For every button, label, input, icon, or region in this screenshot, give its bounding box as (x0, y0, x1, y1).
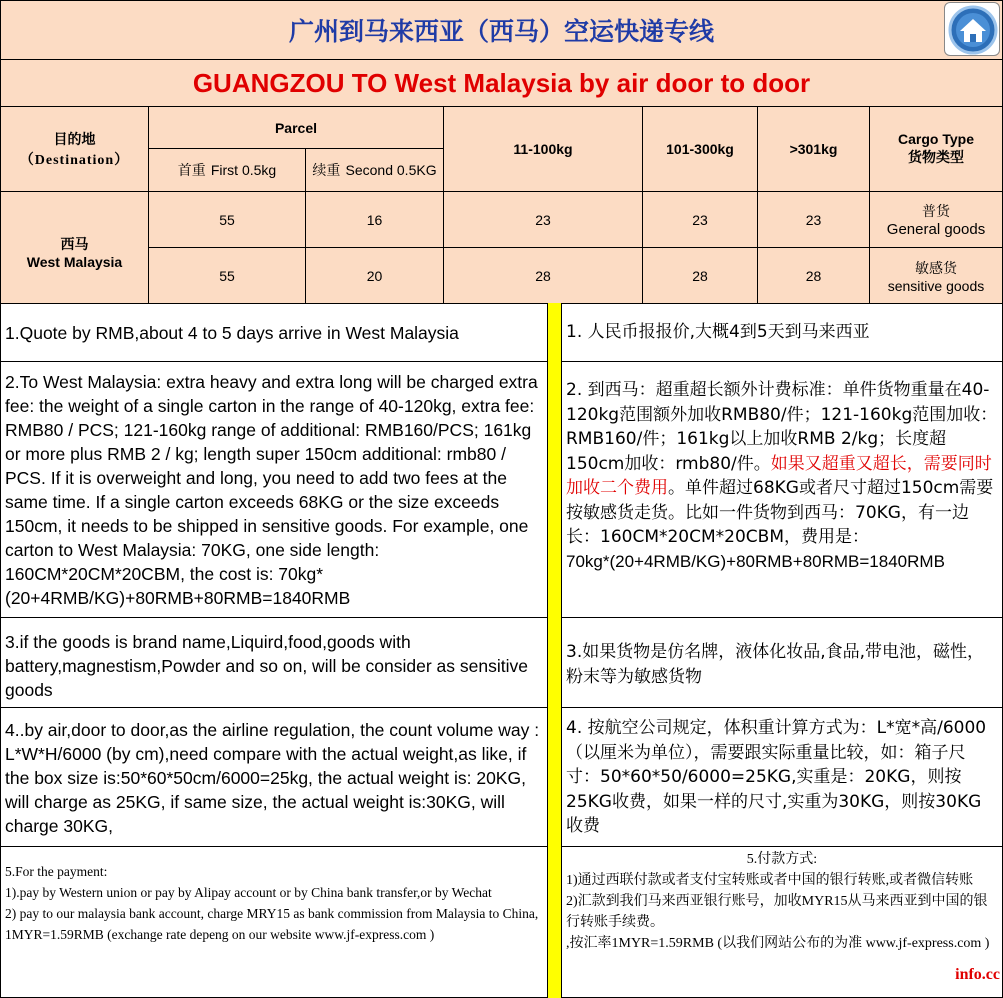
range1-header (443, 106, 643, 192)
destination-en: West Malaysia (26, 253, 123, 270)
note3-cn (561, 617, 1003, 708)
note4-en-text: 4..by air,door to door,as the airline regulation, the count volume way : L*W*H/6000 (by cm),need compare with the actual weight,as like, if the box size is:50*60*50cm/6000=25kg, the actual weight is: 20KG, will charge as 25KG, if same size, the actual weight is:30KG, will charge 30KG, (5, 720, 540, 836)
column-divider (547, 303, 562, 998)
note5-cn (561, 846, 1003, 998)
range2-header (642, 106, 758, 192)
second-weight-header (305, 148, 444, 192)
price-row1-first (148, 191, 306, 248)
note5-en-title: 5.For the payment: (5, 864, 108, 879)
note2-cn (561, 361, 1003, 618)
note1-en-text: 1.Quote by RMB,about 4 to 5 days arrive in West Malaysia (5, 322, 459, 343)
destination-header-en: （Destination） (19, 153, 130, 168)
page-title-en: GUANGZOU TO West Malaysia by air door to door (192, 67, 811, 98)
page-title-cn: 广州到马来西亚（西马）空运快递专线 (288, 17, 714, 46)
price-value: 55 (219, 267, 235, 284)
range3-label: >301kg (789, 141, 838, 157)
watermark (940, 966, 1000, 990)
destination-header (0, 106, 149, 192)
note5-cn-item3: ,按汇率1MYR=1.59RMB (以我们网站公布的为准 www.jf-express.com ) (566, 936, 990, 951)
note2-cn-text-b: 。单件超过68KG或者尺寸超过150cm需要按敏感货走货。比如一件货物到西马：70KG，有一边长：160CM*20CM*20CBM，费用是： (566, 478, 994, 547)
price-value: 55 (219, 211, 235, 228)
note2-cn-text: 2. 到西马：超重超长额外计费标准：单件货物重量在40-120kg范围额外加收RMB80/件；121-160kg范围加收：RMB160/件；161kg以上加收RMB 2/kg；长度超150cm加收：rmb80/件。 (566, 380, 998, 474)
price-value: 16 (366, 211, 383, 228)
title-en-bar (0, 59, 1003, 107)
destination-header-cn: 目的地 (53, 132, 96, 148)
price-row2-r2 (642, 247, 758, 304)
cargo-type-header (869, 106, 1003, 192)
cargo-type-en: Cargo Type (898, 131, 974, 147)
note5-en-item1: 1).pay by Western union or pay by Alipay account or by China bank transfer,or by Wechat (5, 885, 492, 900)
note2-cn-formula: 70kg*(20+4RMB/KG)+80RMB+80RMB=1840RMB (566, 551, 945, 571)
watermark-text: info.cc (955, 966, 1000, 983)
note1-cn (561, 303, 1003, 362)
note3-en-text: 3.if the goods is brand name,Liquird,food,goods with battery,magnestism,Powder and so on, will be consider as sensitive goods (5, 632, 528, 700)
title-cn-bar (0, 0, 1003, 60)
note4-cn (561, 707, 1003, 847)
note5-cn-item1: 1)通过西联付款或者支付宝转账或者中国的银行转账,或者微信转账 (566, 873, 974, 888)
price-row2-r1 (443, 247, 643, 304)
second-weight-cn: 续重 (312, 163, 341, 179)
note4-cn-text: 4. 按航空公司规定，体积重计算方式为：L*宽*高/6000（以厘米为单位），需要跟实际重量比较，如：箱子尺寸：50*60*50/6000=25KG,实重是：20KG，则按25KG收费，如果一样的尺寸,实重为30KG，则按30KG收费 (566, 718, 987, 836)
second-weight-en: Second 0.5KG (345, 162, 437, 178)
price-value: 20 (366, 267, 383, 284)
note2-en-text: 2.To West Malaysia: extra heavy and extra long will be charged extra fee: the weight of a single carton in the range of 40-120kg, extra fee: RMB80 / PCS; 121-160kg range of additional: RMB160/PCS; 161kg or more plus RMB 2 / kg; length super 150cm additional: rmb80 / PCS. If it is overweight and long, you need to add two fees at the same time. If a single carton exceeds 68KG or the size exceeds 150cm, it needs to be shipped in sensitive goods. For example, one carton to West Malaysia: 70KG, one side length: 160CM*20CM*20CBM, the cost is: 70kg*(20+4RMB/KG)+80RMB+80RMB=1840RMB (5, 372, 538, 608)
note4-en (0, 707, 548, 847)
price-row1-r2 (642, 191, 758, 248)
note3-cn-text: 3.如果货物是仿名牌，液体化妆品,食品,带电池，磁性，粉末等为敏感货物 (566, 642, 985, 687)
cargo-type-en-value: General goods (886, 221, 986, 238)
first-weight-en: First 0.5kg (210, 162, 277, 178)
cargo-type-cn: 货物类型 (908, 150, 964, 166)
note5-cn-title: 5.付款方式: (746, 852, 818, 867)
cargo-type-cn-value: 普货 (922, 204, 950, 220)
price-row1-second (305, 191, 444, 248)
price-value: 23 (692, 211, 708, 228)
destination-cell (0, 191, 149, 304)
price-value: 28 (692, 267, 708, 284)
price-row2-second (305, 247, 444, 304)
home-icon[interactable] (944, 2, 1000, 56)
parcel-header-label: Parcel (274, 119, 318, 136)
price-row1-r1 (443, 191, 643, 248)
cargo-type-en-value: sensitive goods (887, 277, 985, 294)
range1-label: 11-100kg (513, 141, 573, 157)
range3-header (757, 106, 870, 192)
cargo-type-general (869, 191, 1003, 248)
note1-cn-text: 1. 人民币报报价,大概4到5天到马来西亚 (566, 322, 870, 343)
price-value: 23 (535, 211, 551, 228)
note1-en (0, 303, 548, 362)
first-weight-header (148, 148, 306, 192)
first-weight-cn: 首重 (177, 163, 206, 179)
note5-cn-item2: 2)汇款到我们马来西亚银行账号，加收MYR15从马来西亚到中国的银行转账手续费。 (566, 894, 988, 930)
cargo-type-sensitive (869, 247, 1003, 304)
note5-en (0, 846, 548, 998)
parcel-header (148, 106, 444, 149)
destination-cn: 西马 (60, 236, 89, 253)
price-row2-first (148, 247, 306, 304)
note3-en (0, 617, 548, 708)
note2-cn-highlight: 如果又超重又超长，需要同时加收二个费用 (566, 453, 992, 498)
price-row1-r3 (757, 191, 870, 248)
price-row2-r3 (757, 247, 870, 304)
cargo-type-cn-value: 敏感货 (915, 260, 957, 277)
price-value: 28 (535, 267, 551, 284)
note2-en (0, 361, 548, 618)
price-value: 23 (805, 211, 822, 228)
note5-en-item2: 2) pay to our malaysia bank account, charge MRY15 as bank commission from Malaysia to China, 1MYR=1.59RMB (exchange rate depeng on our website www.jf-express.com ) (5, 906, 539, 942)
range2-label: 101-300kg (666, 141, 734, 157)
price-value: 28 (805, 267, 822, 284)
